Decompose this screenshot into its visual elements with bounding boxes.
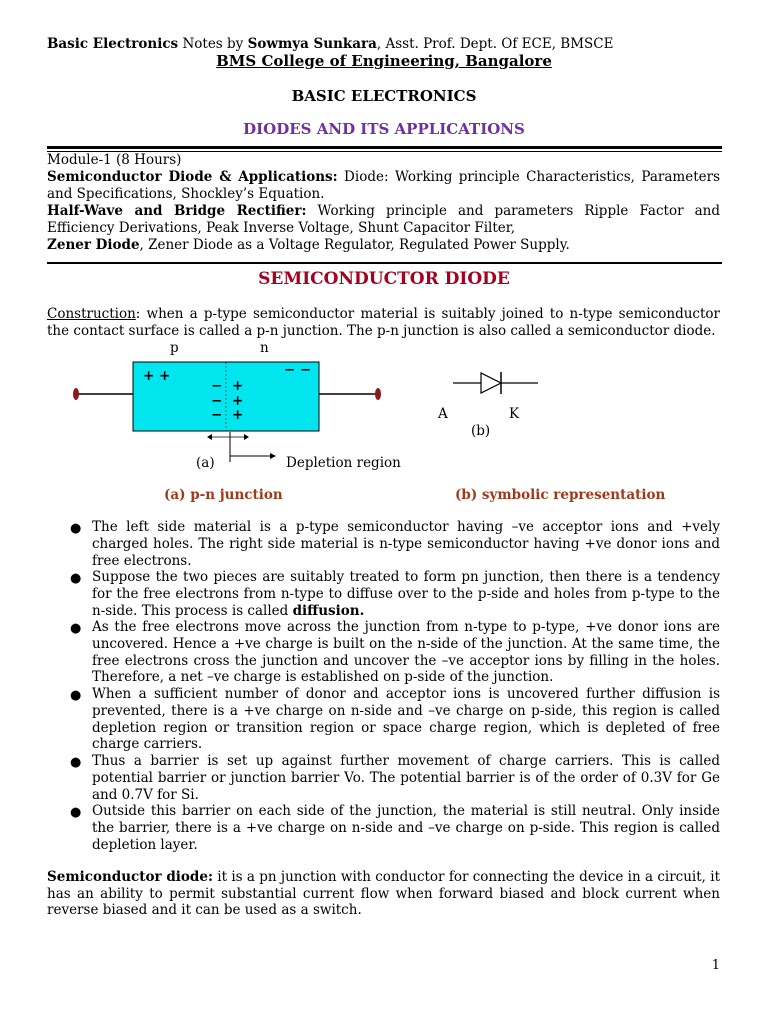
right-terminal-icon [375, 388, 381, 400]
bullet-icon: ● [70, 571, 82, 586]
arrow-right-icon [244, 434, 249, 440]
header-subject: Basic Electronics [47, 36, 179, 52]
bullet-bold: diffusion. [292, 602, 365, 619]
section-title: SEMICONDUCTOR DIODE [258, 269, 510, 289]
unit-title: DIODES AND ITS APPLICATIONS [243, 120, 525, 138]
syllabus-item-text: Working principle and parameters Ripple Factor and Efficiency Derivations, Peak Inverse Voltage, Shunt Capacitor Filter, [47, 203, 720, 236]
syllabus-item-head: Zener Diode [47, 237, 140, 253]
bullet-item: The left side material is a p-type semiconductor having –ve acceptor ions and +vely charged holes. The right side material is n-type semiconductor having +ve donor ions and free electrons. [92, 519, 720, 569]
diode-definition-text: it is a pn junction with conductor for connecting the device in a circuit, it has an ability to permit substantial current flow when forward biased and block current when reverse biased and it can be used as a switch. [47, 869, 720, 918]
figure-b-label: (b) [471, 423, 491, 439]
p-label: p [170, 340, 179, 356]
diode-triangle-icon [481, 373, 501, 393]
construction-text: : when a p-type semiconductor material is suitably joined to n-type semiconductor the contact surface is called a p-n junction. The p-n junction is also called a semiconductor diode. [47, 306, 720, 339]
bullet-icon: ● [70, 805, 82, 820]
plus-charge: + [232, 393, 244, 409]
bullet-item: When a sufficient number of donor and acceptor ions is uncovered further diffusion is prevented, there is a +ve charge on n-side and –ve charge on p-side, this region is called depletion region or transition region or space charge region, which is depleted of free charge carriers. [92, 686, 720, 753]
syllabus-module: Module-1 (8 Hours) [47, 152, 182, 168]
caption-b: (b) symbolic representation [455, 487, 666, 503]
arrow-head-icon [270, 453, 276, 459]
p-charges: + + [143, 368, 171, 384]
construction-label: Construction [47, 306, 136, 322]
bullet-item: As the free electrons move across the junction from n-type to p-type, +ve donor ions are uncovered. Hence a +ve charge is built on the n-side of the junction. At the same time, the free electrons cross the junction and uncover the –ve acceptor ions by filling in the holes. Therefore, a net –ve charge is established on p-side of the junction. [92, 619, 720, 686]
bullet-item: Outside this barrier on each side of the junction, the material is still neutral. Only inside the barrier, there is a +ve charge on n-side and –ve charge on p-side. This region is called depletion layer. [92, 803, 720, 853]
syllabus-item-head: Semiconductor Diode & Applications: [47, 169, 338, 185]
college-name: BMS College of Engineering, Bangalore [216, 52, 552, 70]
left-terminal-icon [73, 388, 79, 400]
page-number: 1 [711, 958, 720, 973]
minus-charge: − [211, 407, 223, 423]
n-charges: − − [284, 362, 312, 378]
bullet-icon: ● [70, 688, 82, 703]
caption-a: (a) p-n junction [164, 487, 283, 503]
syllabus-item-text: Diode: Working principle Characteristics, Parameters and Specifications, Shockley’s Equation. [47, 169, 720, 202]
figure-a-label: (a) [196, 455, 215, 471]
bullet-icon: ● [70, 521, 82, 536]
minus-charge: − [211, 378, 223, 394]
bullet-icon: ● [70, 621, 82, 636]
plus-charge: + [232, 407, 244, 423]
arrow-left-icon [207, 434, 212, 440]
bullet-text: Suppose the two pieces are suitably treated to form pn junction, then there is a tendency for the free electrons from n-type to diffuse over to the p-side and holes from p-type to the n-side. This process is called [92, 569, 720, 619]
plus-charge: + [232, 378, 244, 394]
depletion-region-label: Depletion region [286, 455, 401, 471]
bullet-item [92, 569, 720, 619]
syllabus-item-head: Half-Wave and Bridge Rectifier: [47, 203, 307, 219]
syllabus-item-text: , Zener Diode as a Voltage Regulator, Regulated Power Supply. [139, 237, 570, 253]
cathode-label: K [509, 406, 520, 422]
header-author: Sowmya Sunkara [247, 36, 377, 52]
anode-label: A [438, 406, 448, 422]
bullet-icon: ● [70, 755, 82, 770]
diode-definition-head: Semiconductor diode: [47, 869, 213, 885]
bullet-item: Thus a barrier is set up against further movement of charge carriers. This is called potential barrier or junction barrier Vo. The potential barrier is of the order of 0.3V for Ge and 0.7V for Si. [92, 753, 720, 803]
n-label: n [260, 340, 269, 356]
header-notes-by: Notes by [178, 36, 248, 52]
course-title: BASIC ELECTRONICS [291, 87, 477, 105]
diode-definition [47, 869, 720, 919]
header-affiliation: , Asst. Prof. Dept. Of ECE, BMSCE [376, 36, 614, 52]
minus-charge: − [211, 393, 223, 409]
